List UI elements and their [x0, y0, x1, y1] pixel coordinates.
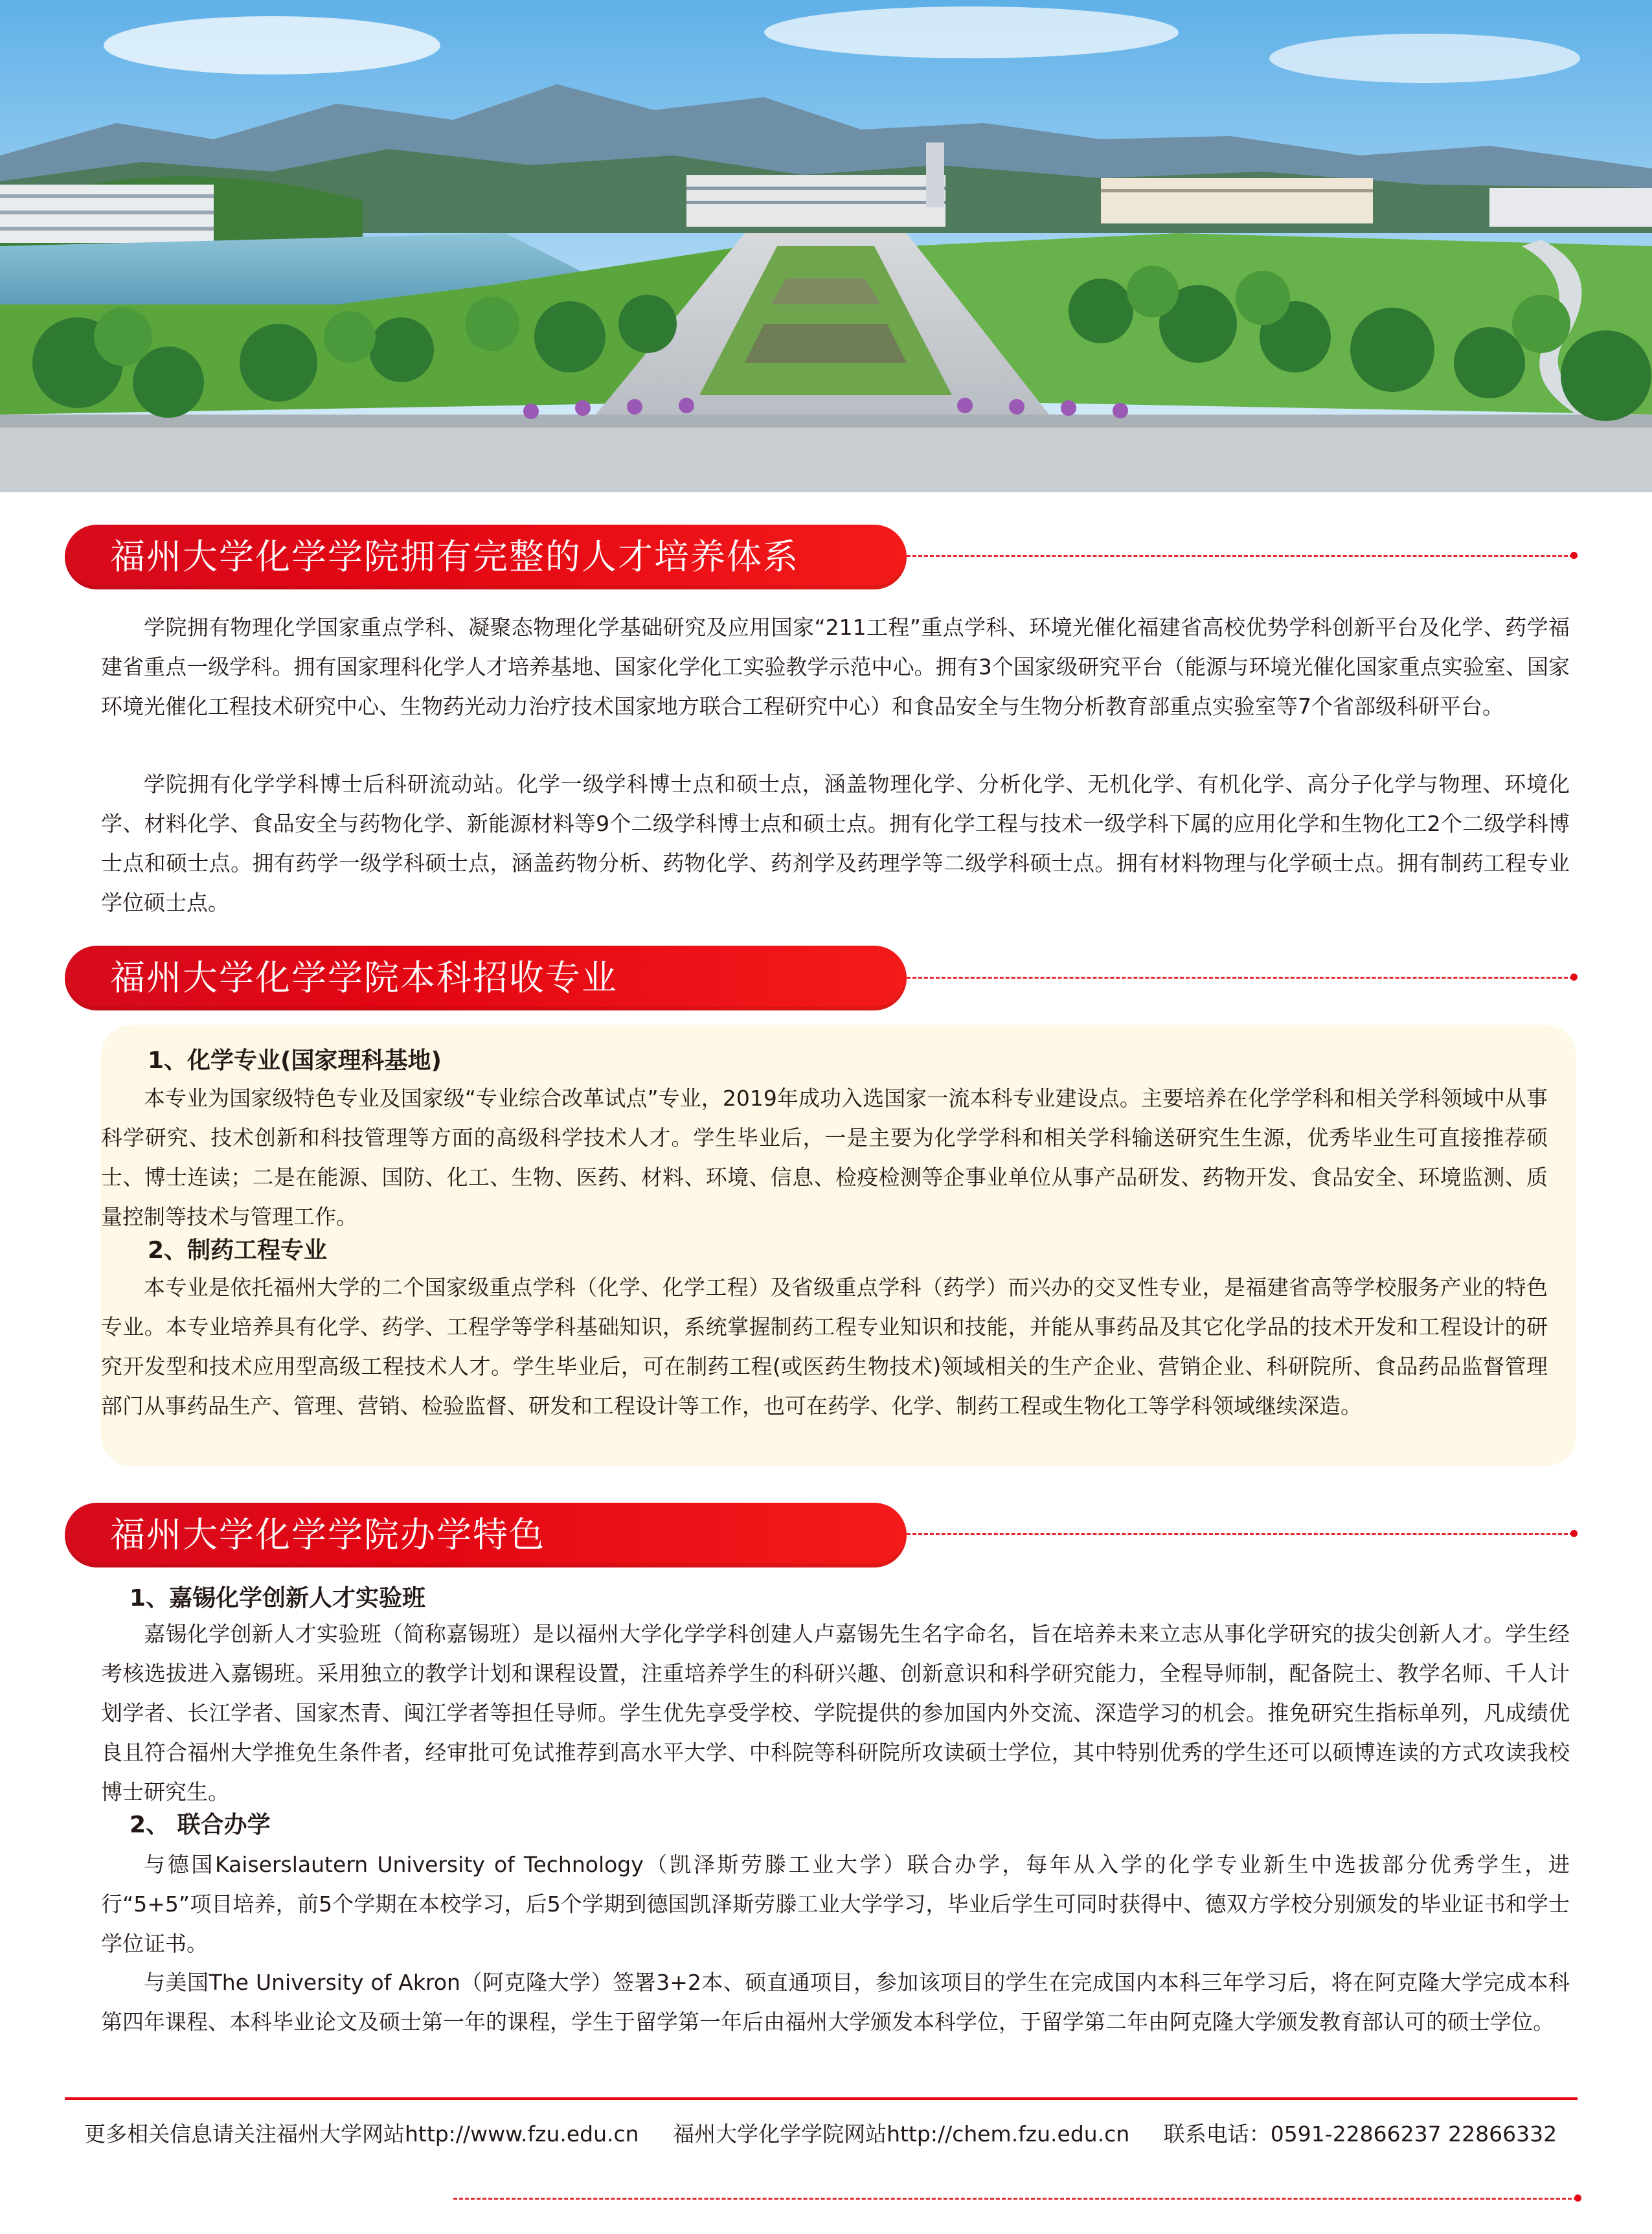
- feature2-text-usa: 与美国The University of Akron（阿克隆大学）签署3+2本、硕直通项目，参加该项目的学生在完成国内本科三年学习后，将在阿克隆大学完成本科第四年课程、本科毕业论文及硕士第一年的课程，学生于留学第一年后由福州大学颁发本科学位，于留学第二年由阿克隆大学颁发教育部认可的硕士学位。: [101, 1970, 1570, 2035]
- contact-phone: 联系电话：0591-22866237 22866332: [1163, 2121, 1557, 2147]
- section3-banner: [65, 1503, 907, 1567]
- university-website-link[interactable]: 更多相关信息请关注福州大学网站http://www.fzu.edu.cn: [84, 2121, 639, 2147]
- feature1-heading: 1、嘉锡化学创新人才实验班: [130, 1585, 426, 1612]
- section3-divider: [907, 1533, 1574, 1535]
- feature2-heading: 2、 联合办学: [130, 1812, 271, 1838]
- campus-panorama-photo: [0, 0, 1652, 492]
- section2-divider: [907, 977, 1574, 979]
- college-website-link[interactable]: 福州大学化学学院网站http://chem.fzu.edu.cn: [673, 2121, 1130, 2147]
- section1-paragraph-1: 学院拥有物理化学国家重点学科、凝聚态物理化学基础研究及应用国家“211工程”重点学科、环境光催化福建省高校优势学科创新平台及化学、药学福建省重点一级学科。拥有国家理科化学人才培养基地、国家化学化工实验教学示范中心。拥有3个国家级研究平台（能源与环境光催化国家重点实验室、国家环境光催化工程技术研究中心、生物药光动力治疗技术国家地方联合工程研究中心）和食品安全与生物分析教育部重点实验室等7个省部级科研平台。: [101, 615, 1570, 719]
- section1-paragraph-2: 学院拥有化学学科博士后科研流动站。化学一级学科博士点和硕士点，涵盖物理化学、分析化学、无机化学、有机化学、高分子化学与物理、环境化学、材料化学、食品安全与药物化学、新能源材料等9个二级学科博士点和硕士点。拥有化学工程与技术一级学科下属的应用化学和生物化工2个二级学科博士点和硕士点。拥有药学一级学科硕士点，涵盖药物分析、药物化学、药剂学及药理学等二级学科硕士点。拥有材料物理与化学硕士点。拥有制药工程专业学位硕士点。: [101, 771, 1570, 915]
- section2-title: 福州大学化学学院本科招收专业: [110, 957, 618, 998]
- major2-text: 本专业是依托福州大学的二个国家级重点学科（化学、化学工程）及省级重点学科（药学）而兴办的交叉性专业，是福建省高等学校服务产业的特色专业。本专业培养具有化学、药学、工程学等学科基础知识，系统掌握制药工程专业知识和技能，并能从事药品及其它化学品的技术开发和工程设计的研究开发型和技术应用型高级工程技术人才。学生毕业后，可在制药工程(或医药生物技术)领域相关的生产企业、营销企业、科研院所、食品药品监督管理部门从事药品生产、管理、营销、检验监督、研发和工程设计等工作，也可在药学、化学、制药工程或生物化工等学科领域继续深造。: [101, 1275, 1548, 1419]
- major1-heading: 1、化学专业(国家理科基地): [148, 1047, 442, 1074]
- feature1-text: 嘉锡化学创新人才实验班（简称嘉锡班）是以福州大学化学学科创建人卢嘉锡先生名字命名，旨在培养未来立志从事化学研究的拔尖创新人才。学生经考核选拔进入嘉锡班。采用独立的教学计划和课程设置，注重培养学生的科研兴趣、创新意识和科学研究能力，全程导师制，配备院士、教学名师、千人计划学者、长江学者、国家杰青、闽江学者等担任导师。学生优先享受学校、学院提供的参加国内外交流、深造学习的机会。推免研究生指标单列，凡成绩优良且符合福州大学推免生条件者，经审批可免试推荐到高水平大学、中科院等科研院所攻读硕士学位，其中特别优秀的学生还可以硕博连读的方式攻读我校博士研究生。: [101, 1621, 1570, 1805]
- section1-divider: [907, 555, 1574, 557]
- major1-text: 本专业为国家级特色专业及国家级“专业综合改革试点”专业，2019年成功入选国家一流本科专业建设点。主要培养在化学学科和相关学科领域中从事科学研究、技术创新和科技管理等方面的高级科学技术人才。学生毕业后，一是主要为化学学科和相关学科输送研究生生源，优秀毕业生可直接推荐硕士、博士连读；二是在能源、国防、化工、生物、医药、材料、环境、信息、检疫检测等企事业单位从事产品研发、药物开发、食品安全、环境监测、质量控制等技术与管理工作。: [101, 1086, 1548, 1229]
- section3-title: 福州大学化学学院办学特色: [110, 1514, 545, 1555]
- footer-bottom-divider: [453, 2198, 1578, 2200]
- major2-heading: 2、制药工程专业: [148, 1237, 328, 1264]
- footer: [84, 2115, 1593, 2154]
- section2-banner: [65, 946, 907, 1010]
- footer-divider: [65, 2097, 1578, 2100]
- section1-title: 福州大学化学学院拥有完整的人才培养体系: [110, 536, 799, 577]
- feature2-text-germany: 与德国Kaiserslautern University of Technology（凯泽斯劳滕工业大学）联合办学，每年从入学的化学专业新生中选拔部分优秀学生，进行“5+5”项目培养，前5个学期在本校学习，后5个学期到德国凯泽斯劳滕工业大学学习，毕业后学生可同时获得中、德双方学校分别颁发的毕业证书和学士学位证书。: [101, 1852, 1570, 1956]
- section1-banner: [65, 525, 907, 589]
